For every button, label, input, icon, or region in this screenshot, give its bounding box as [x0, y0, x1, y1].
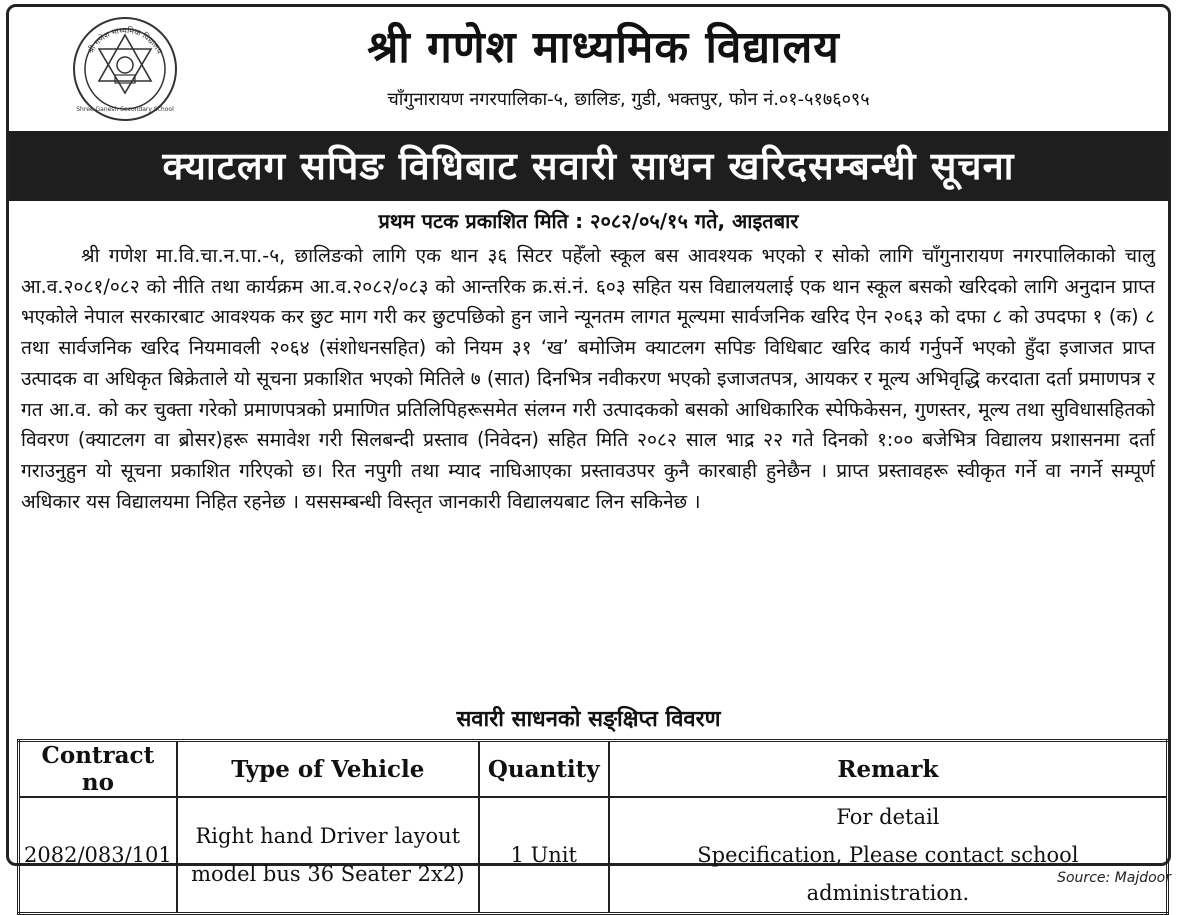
- table-header-row: [19, 741, 1168, 798]
- vehicle-line-2: model bus 36 Seater 2x2): [191, 862, 465, 886]
- header-quantity: Quantity: [479, 741, 609, 798]
- notice-body: श्री गणेश मा.वि.चा.न.पा.-५, छालिङको लागि एक थान ३६ सिटर पहेँलो स्कूल बस आवश्यक भएको र सोको लागि चाँगुनारायण नगरपालिकाको चालु आ.व.२०८१/०८२ को नीति तथा कार्यक्रम आ.व.२०८२/०८३ को आन्तरिक क्र.सं.नं. ६०३ सहित यस विद्यालयलाई एक थान स्कूल बसको खरिदको लागि अनुदान प्राप्त भएकोले नेपाल सरकारबाट आवश्यक कर छुट माग गरी कर छुटपछिको हुन जाने न्यूनतम लागत मूल्यमा सार्वजनिक खरिद ऐन २०६३ को दफा ८ को उपदफा १ (क) ८ तथा सार्वजनिक खरिद नियमावली २०६४ (संशोधनसहित) को नियम ३१ ‘ख’ बमोजिम क्याटलग सपिङ विधिबाट खरिद कार्य गर्नुपर्ने भएको हुँदा इजाजत प्राप्त उत्पादक वा अधिकृत बिक्रेताले यो सूचना प्रकाशित भएको मितिले ७ (सात) दिनभित्र नवीकरण भएको इजाजतपत्र, आयकर र मूल्य अभिवृद्धि करदाता दर्ता प्रमाणपत्र र गत आ.व. को कर चुक्ता गरेको प्रमाणपत्रको प्रमाणित प्रतिलिपिहरूसमेत संलग्न गरी उत्पादकको बसको आधिकारिक स्पेफिकेसन, गुणस्तर, मूल्य तथा सुविधासहितको विवरण (क्याटलग वा ब्रोसर)हरू समावेश गरी सिलबन्दी प्रस्ताव (निवेदन) सहित मिति २०८२ साल भाद्र २२ गते दिनको १:०० बजेभित्र विद्यालय प्रशासनमा दर्ता गराउनुहुन यो सूचना प्रकाशित गरिएको छ। रित नपुगी तथा म्याद नाघिआएका प्रस्तावउपर कुनै कारबाही हुनेछैन । प्राप्त प्रस्तावहरू स्वीकृत गर्ने वा नगर्ने सम्पूर्ण अधिकार यस विद्यालयमा निहित रहनेछ । यससम्बन्धी विस्तृत जानकारी विद्यालयबाट लिन सकिनेछ ।: [21, 244, 1155, 513]
- remark-line-1: For detail: [836, 805, 940, 829]
- cell-remark: [609, 797, 1168, 914]
- cell-contract-no: 2082/083/101: [19, 797, 177, 914]
- cell-vehicle-type: [177, 797, 479, 914]
- table-row: [19, 797, 1168, 914]
- publish-date: प्रथम पटक प्रकाशित मिति : २०८२/०५/१५ गते, आइतबार: [378, 209, 799, 233]
- header-vehicle-type: Type of Vehicle: [177, 741, 479, 798]
- vehicle-table: [17, 739, 1169, 915]
- school-address: चाँगुनारायण नगरपालिका-५, छालिङ, गुडी, भक्तपुर, फोन नं.०१-५१७६०९५: [387, 89, 870, 110]
- notice-header: [9, 7, 1168, 131]
- header-contract-no: Contract no: [19, 741, 177, 798]
- source-credit: Source: Majdoor: [1057, 870, 1171, 886]
- header-remark: Remark: [609, 741, 1168, 798]
- logo-ring-text: श्री गणेश माध्यमिक विद्यालय: [85, 25, 165, 56]
- notice-title: क्याटलग सपिङ विधिबाट सवारी साधन खरिदसम्बन्धी सूचना: [9, 131, 1168, 201]
- school-name: श्री गणेश माध्यमिक विद्यालय: [367, 22, 840, 73]
- cell-quantity: 1 Unit: [479, 797, 609, 914]
- logo-bottom-text: Shree Ganesh Secondary School: [76, 106, 174, 113]
- vehicle-line-1: Right hand Driver layout: [195, 824, 461, 848]
- remark-line-2: Specification, Please contact school administration.: [697, 843, 1079, 905]
- table-title: सवारी साधनको सङ्क्षिप्त विवरण: [456, 707, 721, 732]
